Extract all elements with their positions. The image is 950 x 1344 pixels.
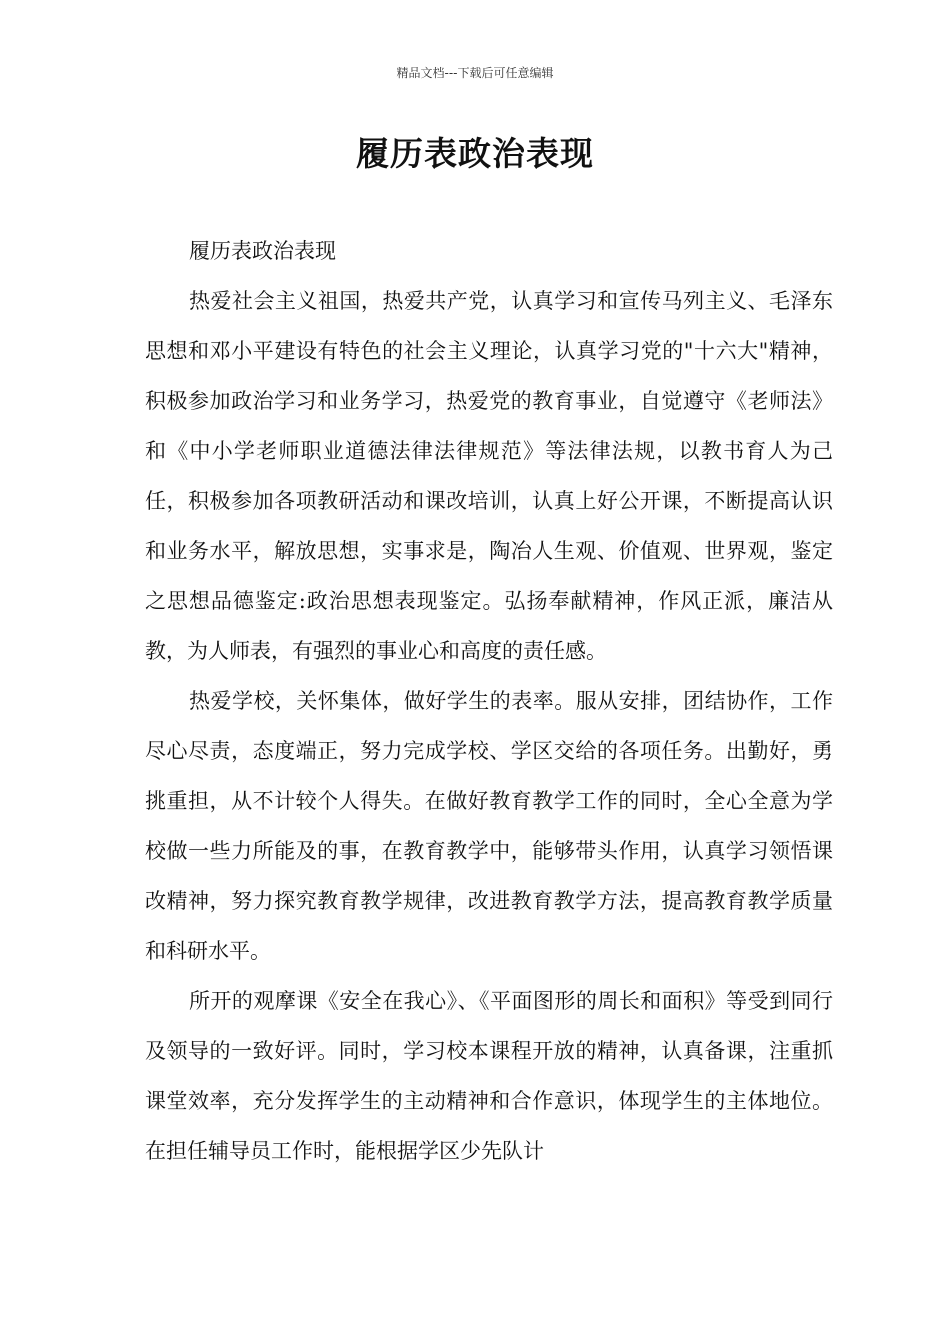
paragraph-3: 所开的观摩课《安全在我心》、《平面图形的周长和面积》等受到同行及领导的一致好评。同时，学习校本课程开放的精神，认真备课，注重抓课堂效率，充分发挥学生的主动精神和合作意识，体现学生的主体地位。在担任辅导员工作时，能根据学区少先队计	[145, 989, 833, 1163]
paragraph-1: 热爱社会主义祖国，热爱共产党，认真学习和宣传马列主义、毛泽东思想和邓小平建设有特色的社会主义理论，认真学习党的"十六大"精神，积极参加政治学习和业务学习，热爱党的教育事业，自觉遵守《老师法》和《中小学老师职业道德法律法律规范》等法律法规，以教书育人为己任，积极参加各项教研活动和课改培训，认真上好公开课，不断提高认识和业务水平，解放思想，实事求是，陶冶人生观、价值观、世界观，鉴定之思想品德鉴定:政治思想表现鉴定。弘扬奉献精神，作风正派，廉洁从教，为人师表，有强烈的事业心和高度的责任感。	[145, 289, 833, 663]
paragraph-subtitle: 履历表政治表现	[189, 239, 336, 263]
paragraph-2: 热爱学校，关怀集体，做好学生的表率。服从安排，团结协作，工作尽心尽责，态度端正，努力完成学校、学区交给的各项任务。出勤好，勇挑重担，从不计较个人得失。在做好教育教学工作的同时，全心全意为学校做一些力所能及的事，在教育教学中，能够带头作用，认真学习领悟课改精神，努力探究教育教学规律，改进教育教学方法，提高教育教学质量和科研水平。	[145, 689, 833, 963]
document-title: 履历表政治表现	[356, 134, 594, 173]
document-body	[145, 226, 833, 1176]
header-note: 精品文档---下载后可任意编辑	[396, 66, 554, 80]
